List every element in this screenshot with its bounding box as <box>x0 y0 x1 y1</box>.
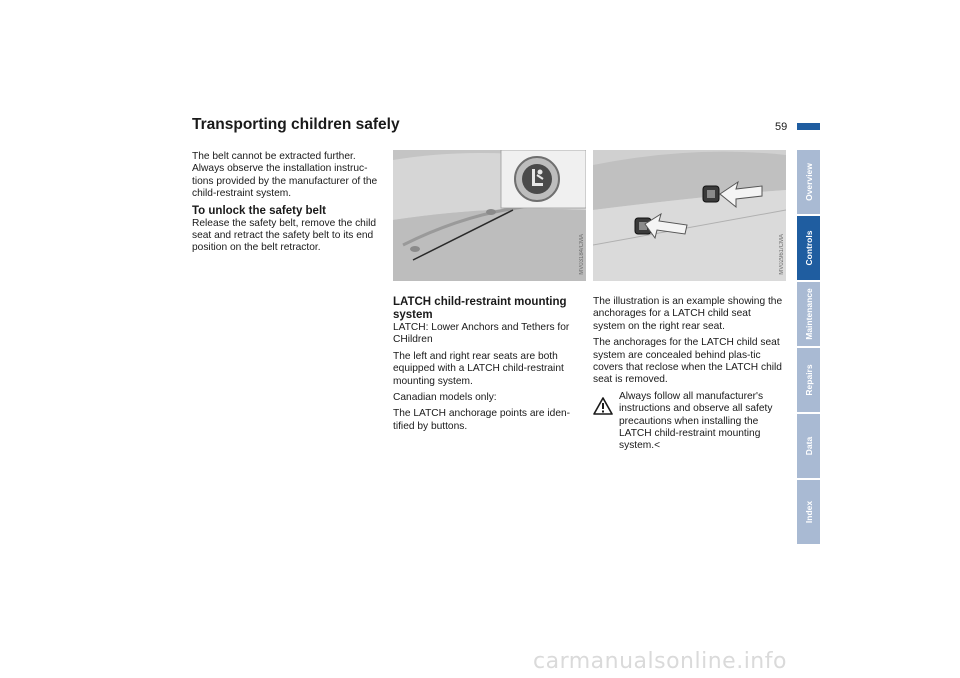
tab-label: Repairs <box>803 364 814 396</box>
column-middle <box>393 296 585 437</box>
tab-repairs[interactable] <box>797 348 820 412</box>
illustration-paragraph: The illustration is an example showing the anchorages for a LATCH child seat system on the right rear seat. <box>593 296 783 332</box>
latch-heading: LATCH child-restraint mounting system <box>393 296 567 321</box>
chapter-tabs <box>797 150 820 546</box>
tab-label: Data <box>803 436 814 456</box>
tab-label: Controls <box>803 230 814 266</box>
canadian-note: Canadian models only: <box>393 392 497 404</box>
page-marker <box>797 123 820 130</box>
page-number: 59 <box>775 121 788 133</box>
warning-text <box>593 391 785 453</box>
tab-controls[interactable] <box>797 216 820 280</box>
unlock-belt-heading: To unlock the safety belt <box>192 204 326 217</box>
tab-maintenance[interactable] <box>797 282 820 346</box>
figure-code: MV02961/CMA <box>779 234 785 275</box>
warning-icon <box>593 397 613 415</box>
end-marker: < <box>654 440 661 452</box>
unlock-belt-paragraph: Release the safety belt, remove the child seat and retract the safety belt to its end position on the belt retractor. <box>192 217 377 254</box>
figure-latch-button <box>393 150 586 281</box>
latch-definition: LATCH: Lower Anchors and Tethers for CHildren <box>393 322 570 346</box>
watermark: carmanualsonline.info <box>533 649 787 674</box>
tab-index[interactable] <box>797 480 820 544</box>
tab-overview[interactable] <box>797 150 820 214</box>
covers-paragraph: The anchorages for the LATCH child seat system are concealed behind plas-tic covers that reclose when the LATCH child seat is removed. <box>593 337 782 386</box>
arrow-icon <box>643 212 689 242</box>
tab-data[interactable] <box>797 414 820 478</box>
warning-block <box>593 391 785 453</box>
warning-message: Always follow all manufacturer's instructions and observe all safety precautions when installing the LATCH child-restraint mounting system. <box>619 390 773 452</box>
latch-paragraph: The left and right rear seats are both equipped with a LATCH child-restraint mounting system. <box>393 350 564 387</box>
tab-label: Maintenance <box>803 288 814 340</box>
column-right <box>593 296 785 457</box>
arrow-icon <box>718 180 764 210</box>
child-seat-anchor-icon <box>513 155 561 203</box>
page-title: Transporting children safely <box>192 116 400 133</box>
tab-label: Overview <box>803 163 814 201</box>
column-left <box>192 151 382 259</box>
intro-paragraph: The belt cannot be extracted further. Always observe the installation instruc-tions provided by the manufacturer of the child-restraint system. <box>192 151 378 200</box>
latch-buttons-paragraph: The LATCH anchorage points are iden-tified by buttons. <box>393 408 571 432</box>
tab-label: Index <box>803 500 814 524</box>
rear-seat-anchor-illustration <box>593 150 786 281</box>
figure-code: MV03184/CMA <box>579 234 585 275</box>
figure-latch-anchorages <box>593 150 786 281</box>
